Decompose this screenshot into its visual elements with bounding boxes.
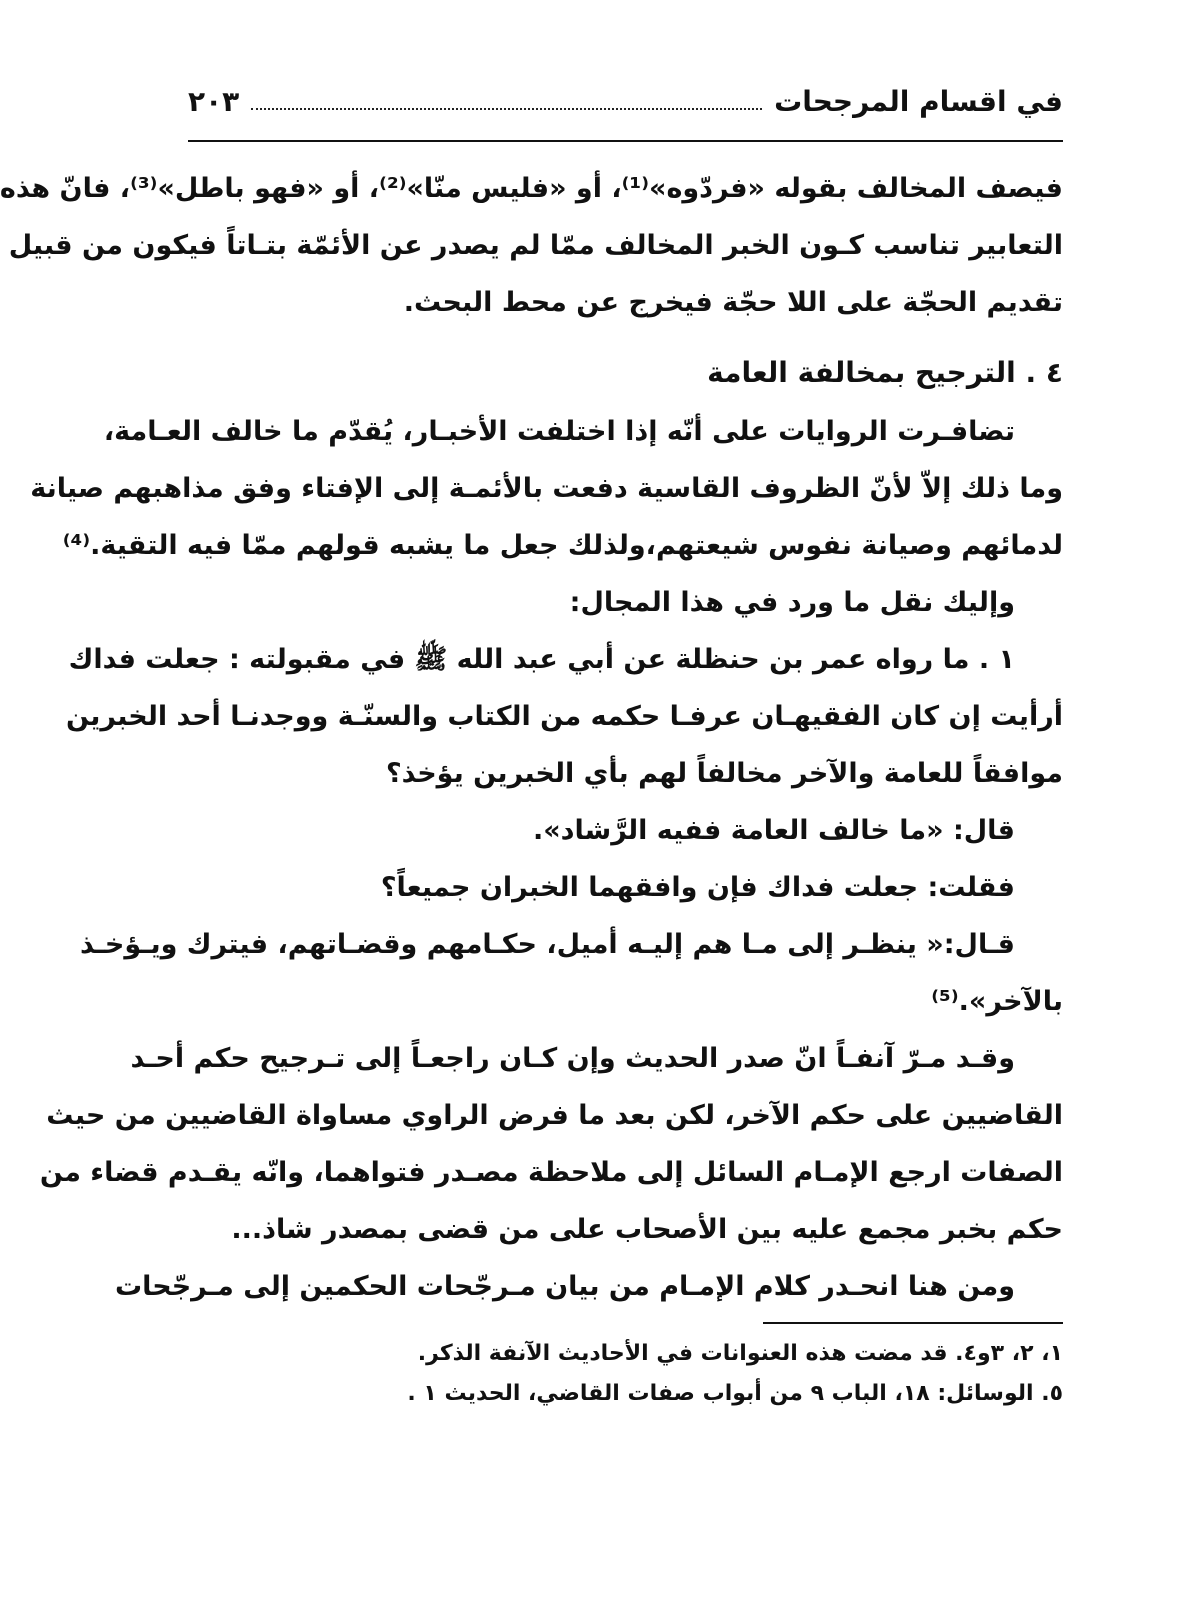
paragraph — [39, 1030, 1063, 1258]
paragraph — [80, 916, 1063, 1030]
text-line: قـال:« ينظـر إلى مـا هم إليـه أميل، حكـامهم وقضـاتهم، فيترك ويـؤخـذ — [80, 929, 1015, 960]
footnote: ٥. الوسائل: ١٨، الباب ٩ من أبواب صفات القاضي، الحديث ١ . — [407, 1381, 1063, 1406]
text-line: تضافـرت الروايات على أنّه إذا اختلفت الأخبـار، يُقدّم ما خالف العـامة، — [103, 416, 1015, 447]
footnote-divider — [763, 1322, 1063, 1324]
paragraph — [0, 160, 1063, 331]
text-line: ١ . ما رواه عمر بن حنظلة عن أبي عبد الله ﷺ في مقبولته : جعلت فداك — [68, 644, 1015, 675]
page-number: ٢٠٣ — [188, 85, 240, 118]
text-line: فيصف المخالف بقوله «فردّوه»⁽¹⁾، أو «فليس منّا»⁽²⁾، أو «فهو باطل»⁽³⁾، فانّ هذه — [0, 173, 1063, 204]
text-line: أرأيت إن كان الفقيهـان عرفـا حكمه من الكتاب والسنّـة ووجدنـا أحد الخبرين — [65, 701, 1063, 732]
text-line: وإليك نقل ما ورد في هذا المجال: — [569, 587, 1015, 618]
text-line: بالآخر».⁽⁵⁾ — [931, 986, 1063, 1017]
header-divider — [188, 140, 1063, 142]
footnotes — [188, 1334, 1063, 1414]
text-line: التعابير تناسب كـون الخبر المخالف ممّا لم يصدر عن الأئمّة بتـاتاً فيكون من قبيل — [8, 230, 1063, 261]
running-header — [188, 74, 1063, 118]
text-line: فقلت: جعلت فداك فإن وافقهما الخبران جميعاً؟ — [380, 872, 1015, 903]
text-line: تقديم الحجّة على اللا حجّة فيخرج عن محط البحث. — [403, 287, 1063, 318]
text-line: وما ذلك إلاّ لأنّ الظروف القاسية دفعت بالأئمـة إلى الإفتاء وفق مذاهبهم صيانة — [30, 473, 1063, 504]
paragraph — [114, 1258, 1063, 1315]
text-line: الصفات ارجع الإمـام السائل إلى ملاحظة مصـدر فتواهما، وانّه يقـدم قضاء من — [39, 1157, 1063, 1188]
text-line: موافقاً للعامة والآخر مخالفاً لهم بأي الخبرين يؤخذ؟ — [385, 758, 1063, 789]
paragraph — [30, 403, 1063, 574]
footnote: ١، ٢، ٣و٤. قد مضت هذه العنوانات في الأحاديث الآنفة الذكر. — [417, 1341, 1063, 1366]
text-line: وقـد مـرّ آنفـاً انّ صدر الحديث وإن كـان راجعـاً إلى تـرجيح حكم أحـد — [130, 1043, 1015, 1074]
paragraph — [188, 802, 1063, 859]
chapter-title: في اقسام المرجحات — [774, 85, 1063, 118]
paragraph — [65, 631, 1063, 802]
text-line: القاضيين على حكم الآخر، لكن بعد ما فرض الراوي مساواة القاضيين من حيث — [46, 1100, 1063, 1131]
header-leader-dots — [251, 107, 762, 110]
page-body — [0, 160, 1063, 1315]
paragraph — [188, 859, 1063, 916]
text-line: لدمائهم وصيانة نفوس شيعتهم،ولذلك جعل ما يشبه قولهم ممّا فيه التقية.⁽⁴⁾ — [62, 530, 1063, 561]
text-line: قال: «ما خالف العامة ففيه الرَّشاد». — [532, 815, 1015, 846]
text-line: ومن هنا انحـدر كلام الإمـام من بيان مـرجّحات الحكمين إلى مـرجّحات — [114, 1271, 1015, 1302]
text-line: حكم بخبر مجمع عليه بين الأصحاب على من قضى بمصدر شاذ... — [231, 1214, 1063, 1245]
paragraph — [188, 574, 1063, 631]
section-heading: ٤ . الترجيح بمخالفة العامة — [707, 356, 1063, 389]
